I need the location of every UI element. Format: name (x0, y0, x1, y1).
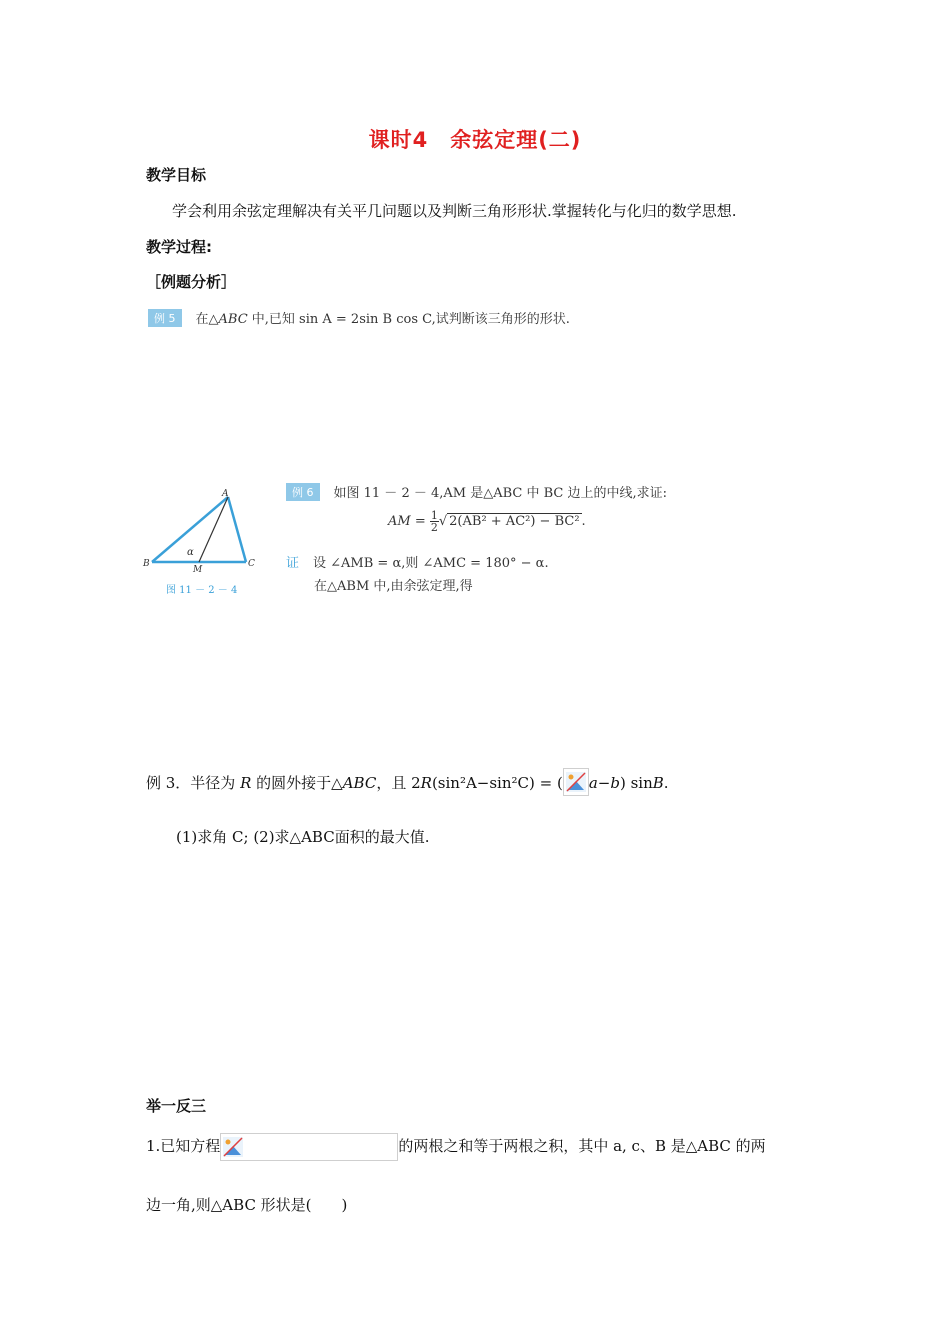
ex6-statement: 如图 11 － 2 － 4,AM 是△ABC 中 BC 边上的中线,求证: (333, 486, 667, 501)
equation-image-placeholder (220, 1133, 398, 1161)
practice-heading: 举一反三 (146, 1097, 207, 1115)
example-3 (146, 768, 669, 796)
vertex-a-label: A (222, 489, 229, 499)
angle-alpha-label: α (187, 547, 194, 558)
ex3-expr: (sin²A−sin²C) = ( (431, 774, 563, 792)
fraction-half (430, 510, 439, 533)
midpoint-m-label: M (193, 565, 203, 575)
fraction-num: 1 (430, 509, 438, 522)
ex3-r: R (240, 774, 252, 792)
q1-post: 的两根之和等于两根之积，其中 a, c、B 是△ABC 的两 (398, 1137, 766, 1155)
proof-tag: 证 (286, 556, 300, 571)
ex3-pre: 例 3．半径为 (146, 774, 241, 792)
goal-heading: 教学目标 (146, 166, 207, 184)
proof-text-1: 设 ∠AMB = α,则 ∠AMC = 180° − α. (313, 556, 549, 571)
ex3-questions: (1)求角 C; (2)求△ABC面积的最大值. (176, 828, 430, 846)
process-heading: 教学过程: (146, 238, 212, 256)
broken-image-icon (563, 768, 589, 796)
q1-pre: 1.已知方程 (146, 1137, 221, 1155)
example-6-tag: 例 6 (286, 483, 320, 501)
practice-q1-cont: 边一角,则△ABC 形状是( ) (146, 1196, 348, 1214)
ex6-proof-line2: 在△ABM 中,由余弦定理,得 (314, 579, 473, 594)
sqrt-body: 2(AB² + AC²) − BC² (449, 514, 580, 529)
ex5-pre: 在 (195, 312, 209, 327)
ex3-abc: ABC (342, 774, 377, 792)
ex3-ab: a−b (588, 774, 620, 792)
ex3-b: B (652, 774, 664, 792)
goal-text: 学会利用余弦定理解决有关平几问题以及判断三角形形状.掌握转化与化归的数学思想. (172, 202, 737, 220)
practice-q1 (146, 1133, 766, 1161)
sqrt-symbol: √ (438, 514, 448, 529)
ex3-dot: . (663, 774, 669, 792)
ex3-mid2: ，且 2 (376, 774, 421, 792)
analysis-heading: ［例题分析］ (146, 273, 237, 291)
triangle-symbol: △ (208, 312, 219, 327)
vertex-c-label: C (248, 559, 255, 569)
example-5-tag: 例 5 (148, 309, 182, 327)
fraction-den: 2 (430, 521, 438, 534)
ex6-proof-line1 (286, 552, 549, 571)
formula-period: . (581, 514, 586, 529)
ex3-r2: R (420, 774, 432, 792)
example-6 (286, 482, 667, 501)
vertex-b-label: B (143, 559, 150, 569)
ex5-abc: ABC (218, 312, 248, 327)
ex3-mid1: 的圆外接于△ (251, 774, 343, 792)
triangle-figure (140, 486, 270, 601)
ex5-text: 中,已知 sin A = 2sin B cos C,试判断该三角形的形状. (247, 312, 570, 327)
figure-caption: 图 11 － 2 － 4 (166, 585, 238, 596)
example-5 (148, 308, 570, 327)
page-title: 课时4 余弦定理(二) (368, 128, 582, 152)
ex3-end: ) sin (619, 774, 653, 792)
formula-am: AM = (388, 514, 430, 529)
ex6-formula (388, 510, 586, 533)
